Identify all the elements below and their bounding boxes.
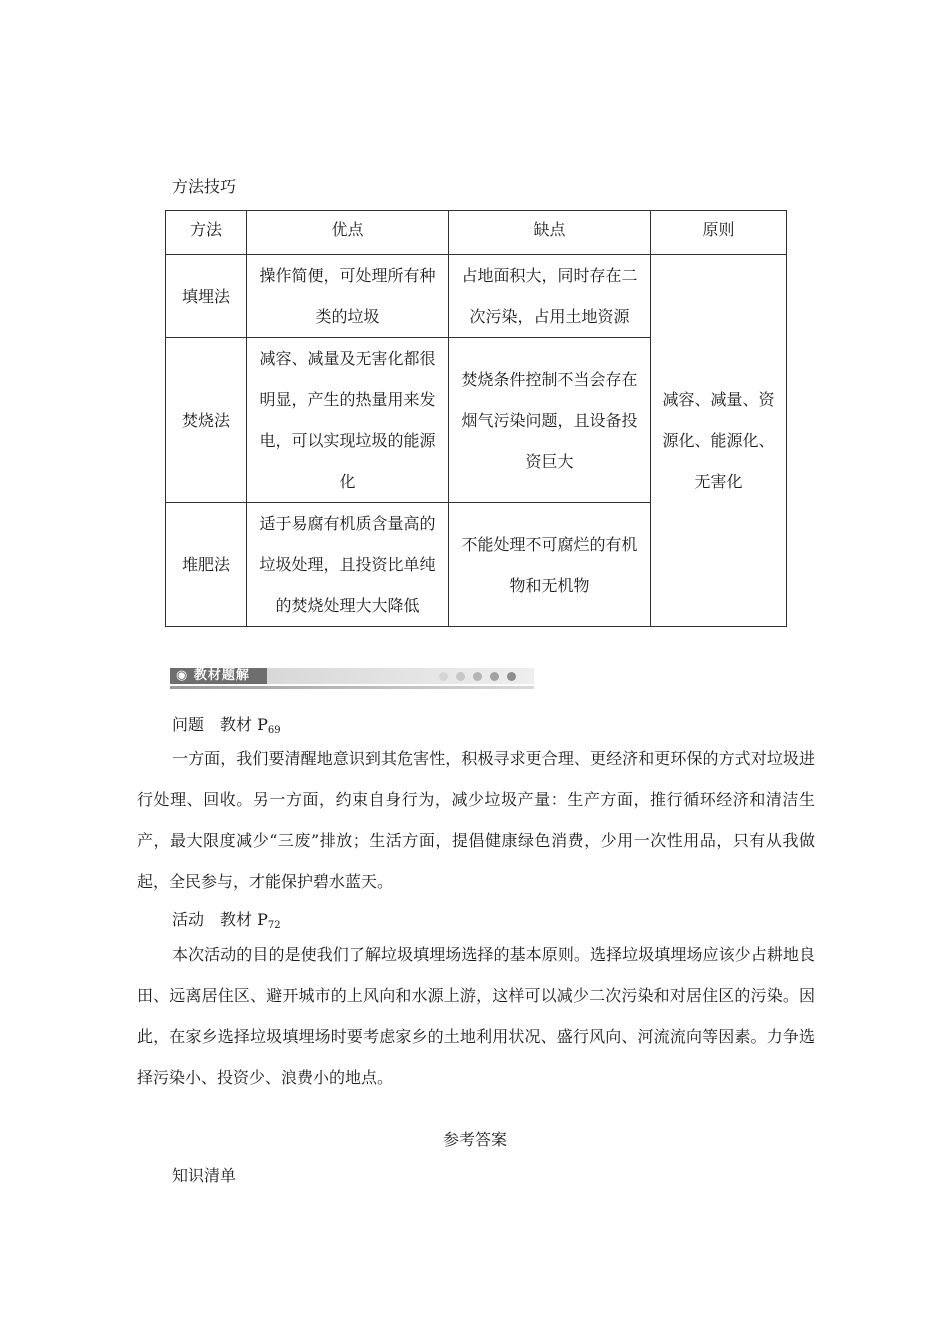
- header-cons: 缺点: [449, 211, 651, 255]
- dot-icon: [507, 672, 516, 681]
- reference-answers-title: 参考答案: [442, 1130, 507, 1149]
- question-label: 问题 教材 P: [172, 715, 268, 734]
- dot-icon: [422, 672, 431, 681]
- principle-cell: 减容、减量、资源化、能源化、无害化: [651, 255, 787, 627]
- cons-cell: 焚烧条件控制不当会存在烟气污染问题，且设备投资巨大: [449, 338, 651, 503]
- method-cell: 焚烧法: [166, 338, 247, 503]
- dot-icon: [456, 672, 465, 681]
- header-principle: 原则: [651, 211, 787, 255]
- header-pros: 优点: [247, 211, 449, 255]
- cons-cell: 不能处理不可腐烂的有机物和无机物: [449, 503, 651, 627]
- dot-icon: [439, 672, 448, 681]
- banner-label: ◉ 教材题解: [170, 668, 267, 684]
- activity-heading: [172, 910, 281, 936]
- activity-page: 72: [267, 920, 281, 931]
- methods-table: [165, 210, 787, 627]
- banner-dots: [422, 672, 516, 681]
- textbook-solutions-banner: [170, 666, 534, 690]
- question-answer: 一方面，我们要清醒地意识到其危害性，积极寻求更合理、更经济和更环保的方式对垃圾进行处理、回收。另一方面，约束自身行为，减少垃圾产量：生产方面，推行循环经济和清洁生产，最大限度减少“三废”排放；生活方面，提倡健康绿色消费，少用一次性用品，只有从我做起，全民参与，才能保护碧水蓝天。: [137, 749, 815, 891]
- question-page: 69: [267, 725, 281, 736]
- method-cell: 堆肥法: [166, 503, 247, 627]
- dot-icon: [473, 672, 482, 681]
- banner-underline: [170, 686, 534, 689]
- header-method: 方法: [166, 211, 247, 255]
- pros-cell: 减容、减量及无害化都很明显，产生的热量用来发电，可以实现垃圾的能源化: [247, 338, 449, 503]
- section-title-methods: 方法技巧: [172, 177, 237, 196]
- cons-cell: 占地面积大，同时存在二次污染，占用土地资源: [449, 255, 651, 338]
- knowledge-list-title: 知识清单: [172, 1166, 237, 1185]
- method-cell: 填埋法: [166, 255, 247, 338]
- table-header-row: [166, 211, 787, 255]
- pros-cell: 适于易腐有机质含量高的垃圾处理，且投资比单纯的焚烧处理大大降低: [247, 503, 449, 627]
- table-row: [166, 255, 787, 338]
- pros-cell: 操作简便，可处理所有种类的垃圾: [247, 255, 449, 338]
- activity-label: 活动 教材 P: [172, 910, 268, 929]
- dot-icon: [490, 672, 499, 681]
- activity-answer: 本次活动的目的是使我们了解垃圾填埋场选择的基本原则。选择垃圾填埋场应该少占耕地良田、远离居住区、避开城市的上风向和水源上游，这样可以减少二次污染和对居住区的污染。因此，在家乡选择垃圾填埋场时要考虑家乡的土地利用状况、盛行风向、河流流向等因素。力争选择污染小、投资少、浪费小的地点。: [137, 945, 815, 1087]
